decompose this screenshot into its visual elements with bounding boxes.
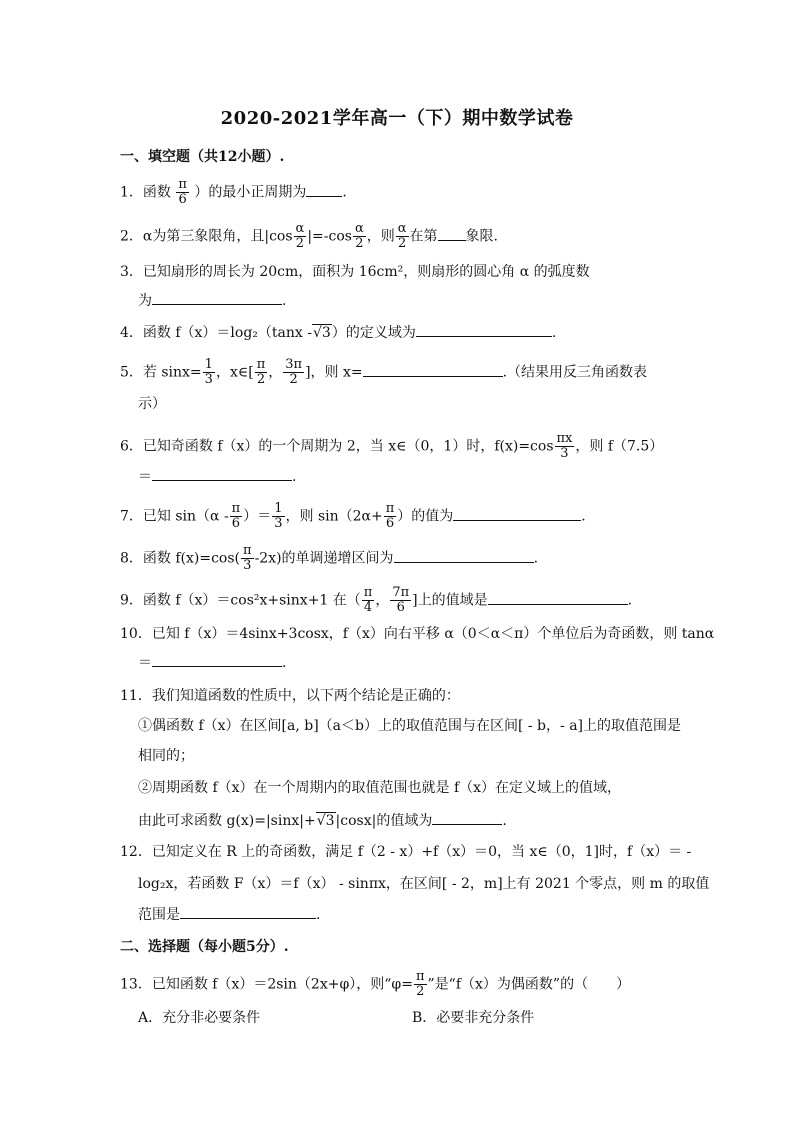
question-3: 3．已知扇形的周长为 20cm，面积为 16cm²，则扇形的圆心角 α 的弧度数 [120, 264, 590, 280]
answer-blank[interactable] [488, 590, 628, 605]
fraction: $\frac{3\pi}{2}$ [285, 357, 303, 387]
question-7: 7．已知 sin（α - $\frac{\pi}{6}$ ）＝ $\frac{1}{3}$ ，则 sin（2α+ $\frac{\pi}{6}$ ）的值为 . [120, 501, 586, 531]
question-11-line3: 相同的； [138, 748, 194, 764]
answer-blank[interactable] [453, 506, 581, 521]
fraction: $\frac{\pi}{4}$ [363, 585, 373, 615]
answer-blank[interactable] [152, 466, 292, 481]
answer-blank[interactable] [438, 226, 466, 241]
question-10-cont: ＝ . [138, 652, 286, 673]
fraction: $\frac{\alpha}{2}$ [295, 221, 305, 251]
fraction: $\frac{\alpha}{2}$ [354, 221, 364, 251]
question-11: 11．我们知道函数的性质中，以下两个结论是正确的： [120, 688, 460, 704]
option-b[interactable]: B．必要非充分条件 [412, 1010, 535, 1026]
answer-blank[interactable] [363, 362, 503, 377]
question-2: 2．α为第三象限角，且|cos $\frac{\alpha}{2}$ |=-cos $\frac{\alpha}{2}$ ，则 $\frac{\alpha}{2}$ 在第 象限. [120, 221, 498, 251]
fraction: $\frac{1}{3}$ [274, 501, 283, 531]
question-12: 12．已知定义在 R 上的奇函数，满足 f（2 - x）+f（x）＝0，当 x∈（0，1]时，f（x）＝ - [120, 844, 692, 860]
fraction: $\frac{\pi}{2}$ [415, 969, 425, 999]
fraction: $\frac{\alpha}{2}$ [397, 221, 407, 251]
question-1: 1．函数 $\frac{\pi}{6}$ ）的最小正周期为 . [120, 177, 347, 207]
question-6-cont: ＝ . [138, 466, 296, 487]
fraction: $\frac{\pi}{6}$ [231, 501, 241, 531]
question-5-cont: 示） [138, 396, 166, 412]
question-9: 9．函数 f（x）＝cos²x+sinx+1 在（ $\frac{\pi}{4}$ ， $\frac{7\pi}{6}$ ]上的值域是 . [120, 585, 633, 615]
question-4: 4．函数 f（x）＝log₂（tanx -√3）的定义域为 . [120, 322, 680, 343]
option-a[interactable]: A．充分非必要条件 [138, 1010, 261, 1026]
question-6: 6．已知奇函数 f（x）的一个周期为 2，当 x∈（0，1）时，f(x)=cos $\frac{\pi x}{3}$ ，则 f（7.5） [120, 431, 664, 461]
question-11-line5: 由此可求函数 g(x)=|sinx|+√3|cosx|的值域为 . [138, 810, 507, 831]
answer-blank[interactable] [432, 810, 502, 825]
answer-blank[interactable] [306, 182, 342, 197]
question-11-line4: ②周期函数 f（x）在一个周期内的取值范围也就是 f（x）在定义域上的值域， [138, 780, 622, 796]
question-10: 10．已知 f（x）＝4sinx+3cosx，f（x）向右平移 α（0＜α＜π）个单位后为奇函数，则 tanα [120, 626, 715, 642]
fraction: $\frac{\pi}{3}$ [243, 543, 252, 573]
answer-blank[interactable] [152, 290, 282, 305]
answer-blank[interactable] [152, 652, 282, 667]
fraction: $\frac{\pi x}{3}$ [556, 431, 573, 461]
question-3-cont: 为 . [138, 290, 286, 311]
fraction: $\frac{\pi}{6}$ [385, 501, 395, 531]
question-12-line3: 范围是 . [138, 904, 320, 925]
question-13: 13．已知函数 f（x）＝2sin（2x+φ），则“φ= $\frac{\pi}{2}$ ”是“f（x）为偶函数”的（ ） [120, 969, 631, 999]
fraction: $\frac{\pi}{6}$ [178, 177, 187, 207]
sqrt-symbol: √3 [312, 325, 331, 341]
exam-title: 2020-2021学年高一（下）期中数学试卷 [220, 108, 574, 129]
answer-blank[interactable] [416, 322, 552, 337]
answer-blank[interactable] [394, 548, 534, 563]
sqrt-symbol: √3 [316, 813, 335, 829]
answer-blank[interactable] [180, 904, 316, 919]
question-5: 5．若 sinx= $\frac{1}{3}$ ，x∈[ $\frac{\pi}{2}$ ， $\frac{3\pi}{2}$ ]，则 x= .（结果用反三角函数表 [120, 357, 648, 387]
question-8: 8．函数 f(x)=cos( $\frac{\pi}{3}$ -2x)的单调递增区间为 . [120, 543, 539, 573]
fraction: $\frac{\pi}{2}$ [256, 357, 266, 387]
section-choice: 二、选择题（每小题5分）. [120, 939, 289, 955]
question-12-line2: log₂x，若函数 F（x）＝f（x） - sinπx，在区间[ - 2，m]上有 2021 个零点，则 m 的取值 [138, 876, 710, 892]
section-fill-in: 一、填空题（共12小题）. [120, 149, 285, 165]
fraction: $\frac{1}{3}$ [204, 357, 213, 387]
fraction: $\frac{7\pi}{6}$ [392, 585, 410, 615]
question-11-line2: ①偶函数 f（x）在区间[a, b]（a＜b）上的取值范围与在区间[ - b，- a]上的取值范围是 [138, 718, 682, 734]
